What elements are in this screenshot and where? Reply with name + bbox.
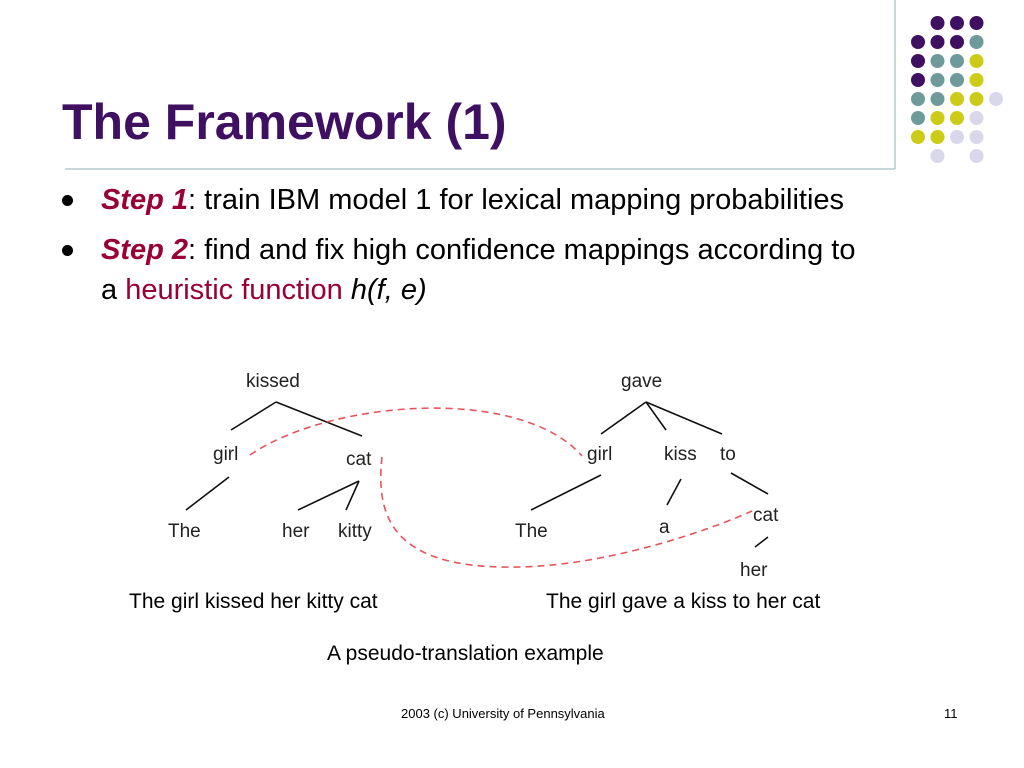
decorative-dot xyxy=(970,92,984,106)
edge-to-cat xyxy=(731,473,768,494)
step-1-text: : train IBM model 1 for lexical mapping probabilities xyxy=(188,184,845,216)
heuristic-formula: h(f, e) xyxy=(350,274,427,306)
decorative-dot xyxy=(970,16,984,30)
decorative-dot xyxy=(950,92,964,106)
mapping-girl-girl xyxy=(250,408,582,456)
decorative-dot xyxy=(970,35,984,49)
tree-alignment-diagram xyxy=(0,360,1024,590)
bullet-dot-icon xyxy=(62,195,73,206)
decorative-dot xyxy=(931,130,945,144)
decorative-dot xyxy=(911,73,925,87)
bullet-step-1 xyxy=(60,180,860,220)
decorative-dot xyxy=(950,54,964,68)
decorative-dot xyxy=(970,149,984,163)
node-a: a xyxy=(659,517,670,538)
edge-kiss-a xyxy=(667,479,681,505)
decorative-dot xyxy=(931,149,945,163)
diagram-caption: A pseudo-translation example xyxy=(327,642,604,665)
decorative-dot xyxy=(950,35,964,49)
decorative-dot xyxy=(931,16,945,30)
slide-number: 11 xyxy=(944,706,958,721)
node-the-right: The xyxy=(515,521,548,542)
node-her-left: her xyxy=(282,521,310,542)
node-cat-left: cat xyxy=(346,449,372,470)
edge-gave-girl xyxy=(601,402,646,434)
node-cat-right: cat xyxy=(753,505,779,526)
footer-copyright: 2003 (c) University of Pennsylvania xyxy=(401,706,605,721)
edge-cat-kitty xyxy=(346,481,359,510)
edge-cat-her xyxy=(298,481,359,510)
decorative-dot xyxy=(970,54,984,68)
decorative-dot xyxy=(970,73,984,87)
decorative-dot xyxy=(970,111,984,125)
bullet-dot-icon xyxy=(62,245,73,256)
step-2-label: Step 2 xyxy=(101,234,189,266)
decorative-dot xyxy=(950,130,964,144)
edge-kissed-cat xyxy=(276,402,362,436)
decorative-dot xyxy=(950,111,964,125)
edge-kissed-girl xyxy=(231,402,276,430)
node-kiss: kiss xyxy=(664,444,697,465)
node-kitty: kitty xyxy=(338,521,372,542)
decorative-dot xyxy=(931,35,945,49)
decorative-dot xyxy=(931,54,945,68)
edge-cat-her-right xyxy=(755,537,768,547)
decorative-dot xyxy=(950,16,964,30)
decorative-dot xyxy=(950,73,964,87)
node-gave: gave xyxy=(621,371,663,392)
node-kissed: kissed xyxy=(246,371,300,392)
decorative-dot xyxy=(989,92,1003,106)
slide-title: The Framework (1) xyxy=(62,94,507,150)
bullet-list xyxy=(60,180,860,320)
edge-girl-the xyxy=(186,477,229,510)
node-the-left: The xyxy=(168,521,201,542)
edge-girl-the-right xyxy=(531,475,601,510)
decorative-dot xyxy=(970,130,984,144)
step-1-label: Step 1 xyxy=(101,184,189,216)
node-to: to xyxy=(720,444,736,465)
node-girl-right: girl xyxy=(587,444,613,465)
node-girl-left: girl xyxy=(213,444,239,465)
decorative-dot xyxy=(911,35,925,49)
mapping-cat-cat xyxy=(381,457,752,567)
step-2-text: : find and fix high confidence mappings according to a xyxy=(101,234,856,306)
decorative-dot xyxy=(911,111,925,125)
decorative-dot xyxy=(931,111,945,125)
decorative-dot xyxy=(911,92,925,106)
decorative-dot xyxy=(931,73,945,87)
dot-cluster xyxy=(911,16,1003,163)
decorative-dot xyxy=(911,54,925,68)
left-sentence-caption: The girl kissed her kitty cat xyxy=(129,590,378,613)
decorative-dot xyxy=(931,92,945,106)
right-sentence-caption: The girl gave a kiss to her cat xyxy=(546,590,821,613)
bullet-step-2 xyxy=(60,230,860,310)
decorative-dot xyxy=(911,130,925,144)
heuristic-function-text: heuristic function xyxy=(125,274,343,306)
node-her-right: her xyxy=(740,560,768,581)
tree-edges xyxy=(186,402,768,547)
